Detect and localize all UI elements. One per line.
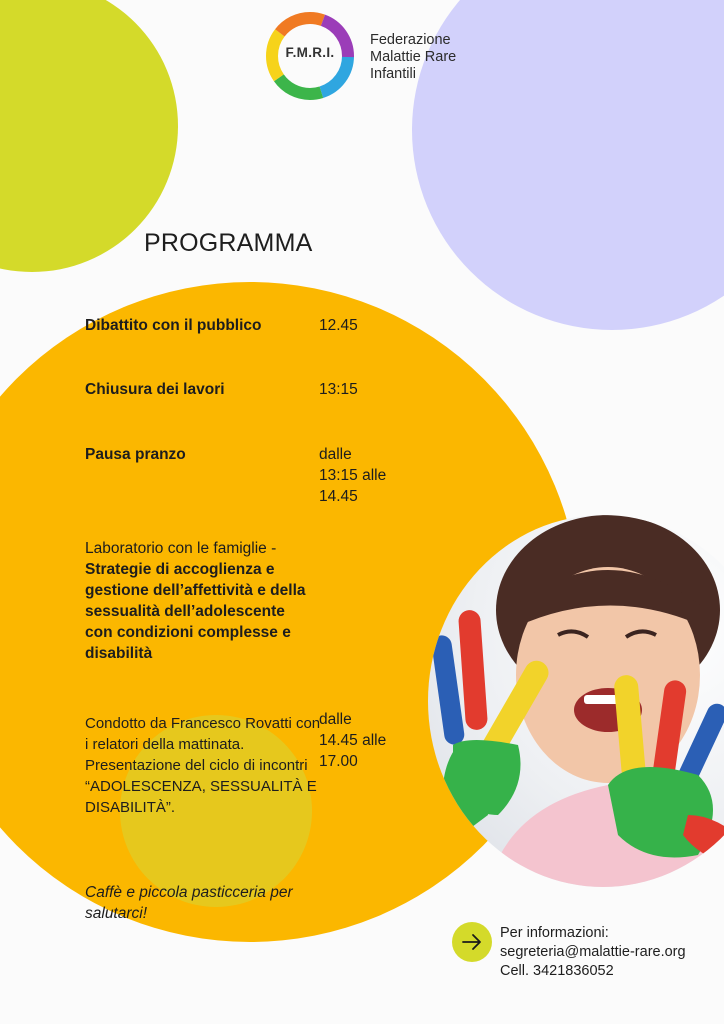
workshop-detail: Presentazione del ciclo di incontri “ADOLESCENZA, SESSUALITÀ E DISABILITÀ”. [85, 757, 317, 816]
schedule-item-label: Pausa pranzo [85, 446, 186, 463]
time-line: dalle [319, 446, 352, 463]
time-line: dalle [319, 711, 352, 728]
page-title: PROGRAMMA [144, 229, 313, 257]
logo-text: F.M.R.I. [285, 45, 335, 60]
time-line: 12.45 [319, 317, 358, 334]
workshop-intro: Laboratorio con le famiglie - [85, 540, 277, 557]
time-line: 13:15 [319, 381, 358, 398]
decorative-circle-lavender [412, 0, 724, 330]
contact-email[interactable]: segreteria@malattie-rare.org [500, 944, 686, 960]
schedule-item-time [319, 315, 414, 336]
schedule-item-label: Chiusura dei lavori [85, 381, 225, 398]
workshop-detail: Condotto da Francesco Rovatti con i relatori della mattinata. [85, 715, 321, 753]
child-painted-hands-photo [428, 515, 724, 887]
schedule-item-label: Dibattito con il pubblico [85, 317, 262, 334]
contact-heading: Per informazioni: [500, 925, 609, 941]
org-name-line: Federazione [370, 32, 451, 48]
schedule-item-time [319, 379, 414, 400]
contact-phone[interactable]: Cell. 3421836052 [500, 963, 614, 979]
schedule-item-time [319, 444, 414, 507]
workshop-title: Strategie di accoglienza e gestione dell’affettività e della sessualità dell’adolescente con condizioni complesse e disabilità [85, 561, 306, 662]
org-name-line: Infantili [370, 66, 416, 82]
workshop-time [319, 709, 414, 772]
organization-name [370, 32, 456, 83]
closing-note: Caffè e piccola pasticceria per salutarci! [85, 884, 293, 922]
time-line: 14.45 alle [319, 732, 387, 749]
time-line: 17.00 [319, 753, 358, 770]
org-name-line: Malattie Rare [370, 49, 457, 65]
workshop-description [85, 538, 313, 664]
arrow-right-icon [452, 922, 492, 962]
time-line: 13:15 alle [319, 467, 387, 484]
time-line: 14.45 [319, 488, 358, 505]
workshop-details [85, 713, 325, 818]
contact-info [500, 924, 686, 981]
